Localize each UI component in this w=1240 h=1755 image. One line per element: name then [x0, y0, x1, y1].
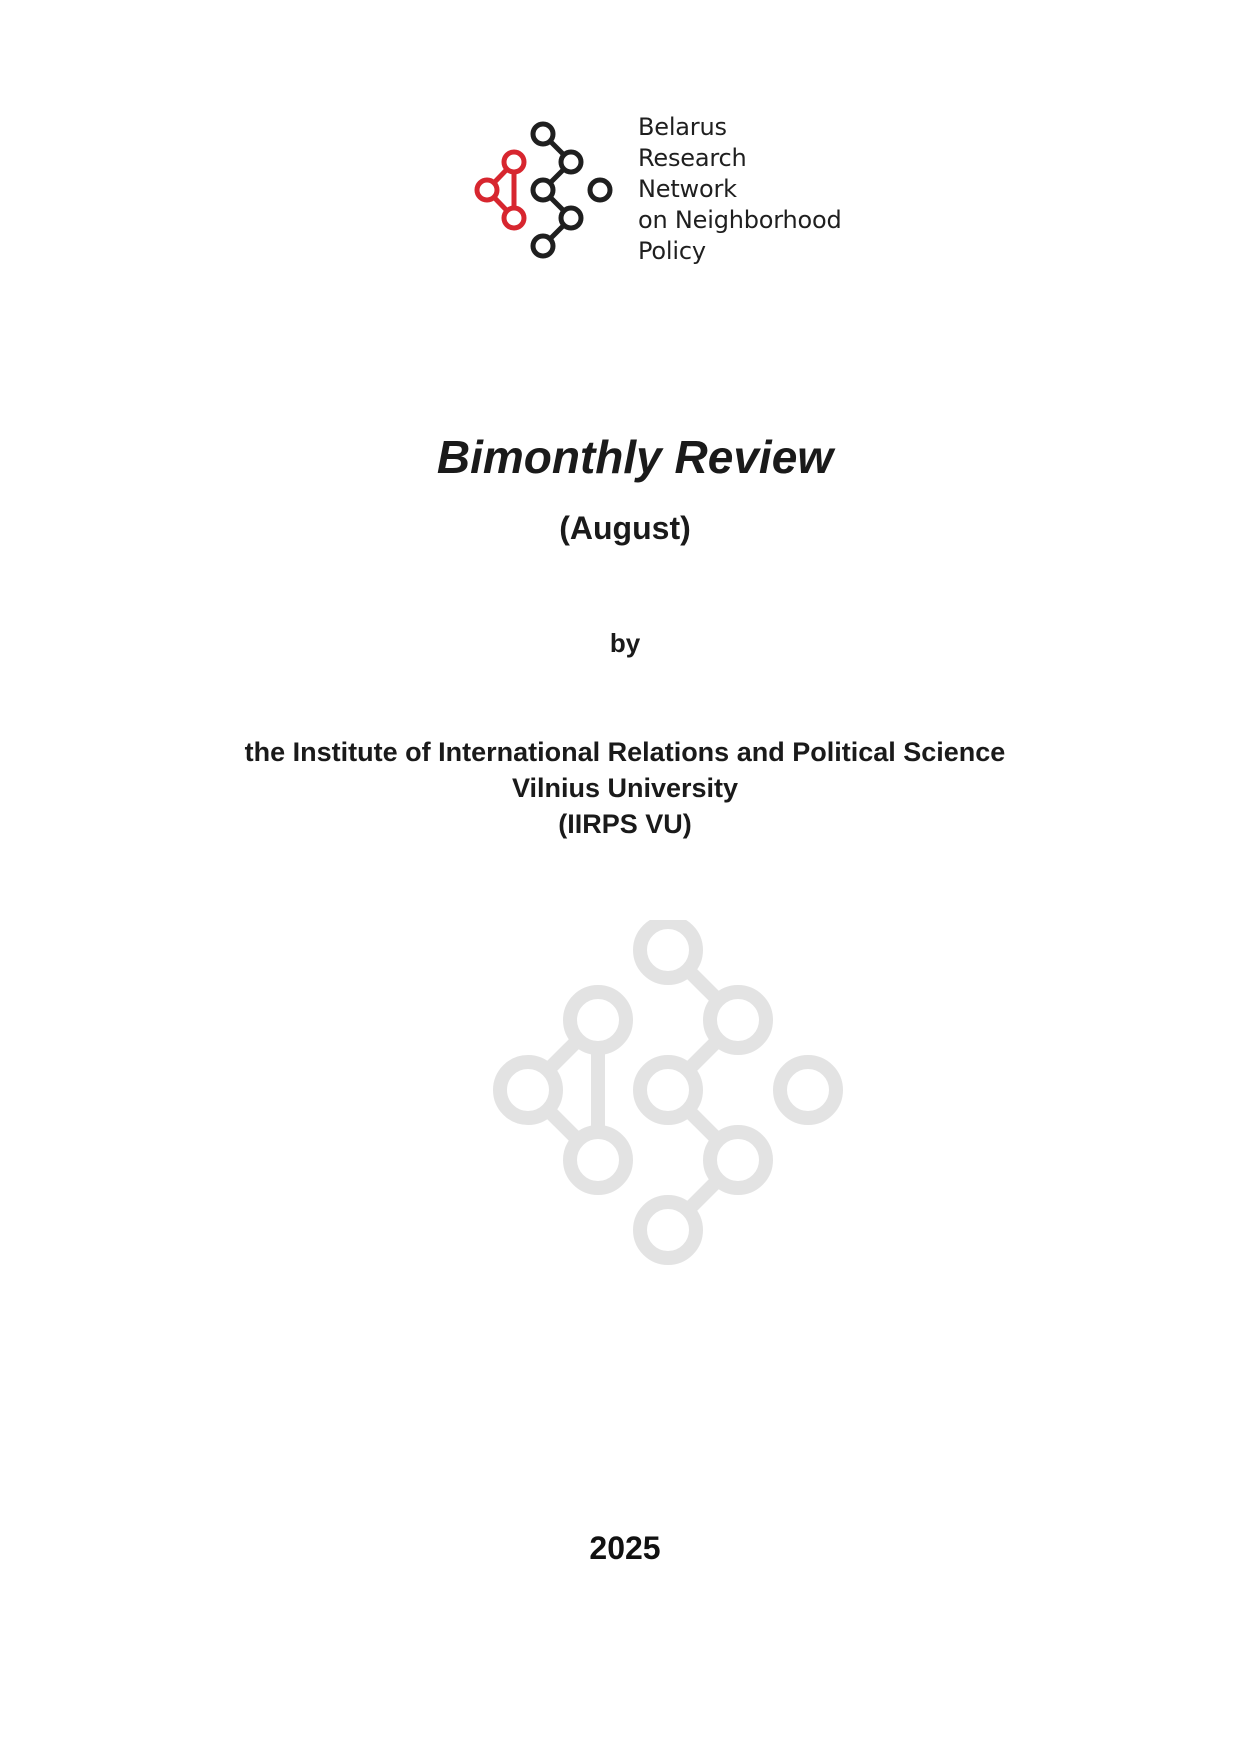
organization-name-line: on Neighborhood — [638, 206, 842, 234]
document-subtitle: (August) — [559, 510, 691, 546]
university-name: Vilnius University — [511, 773, 739, 803]
institute-block — [0, 734, 1240, 842]
organization-name-line: Network — [638, 175, 737, 203]
organization-name-line: Research — [638, 144, 747, 172]
publication-year: 2025 — [589, 1530, 661, 1566]
organization-name-line: Policy — [638, 237, 706, 265]
document-title: Bimonthly Review — [436, 431, 834, 483]
institute-abbreviation: (IIRPS VU) — [558, 809, 692, 839]
network-nodes-logo-icon — [470, 112, 630, 272]
organization-name-line: Belarus — [638, 113, 727, 141]
institute-name: the Institute of International Relations and Political Science — [244, 737, 1006, 767]
organization-name — [638, 112, 842, 267]
by-label: by — [609, 628, 641, 658]
network-nodes-watermark-icon — [488, 920, 848, 1280]
